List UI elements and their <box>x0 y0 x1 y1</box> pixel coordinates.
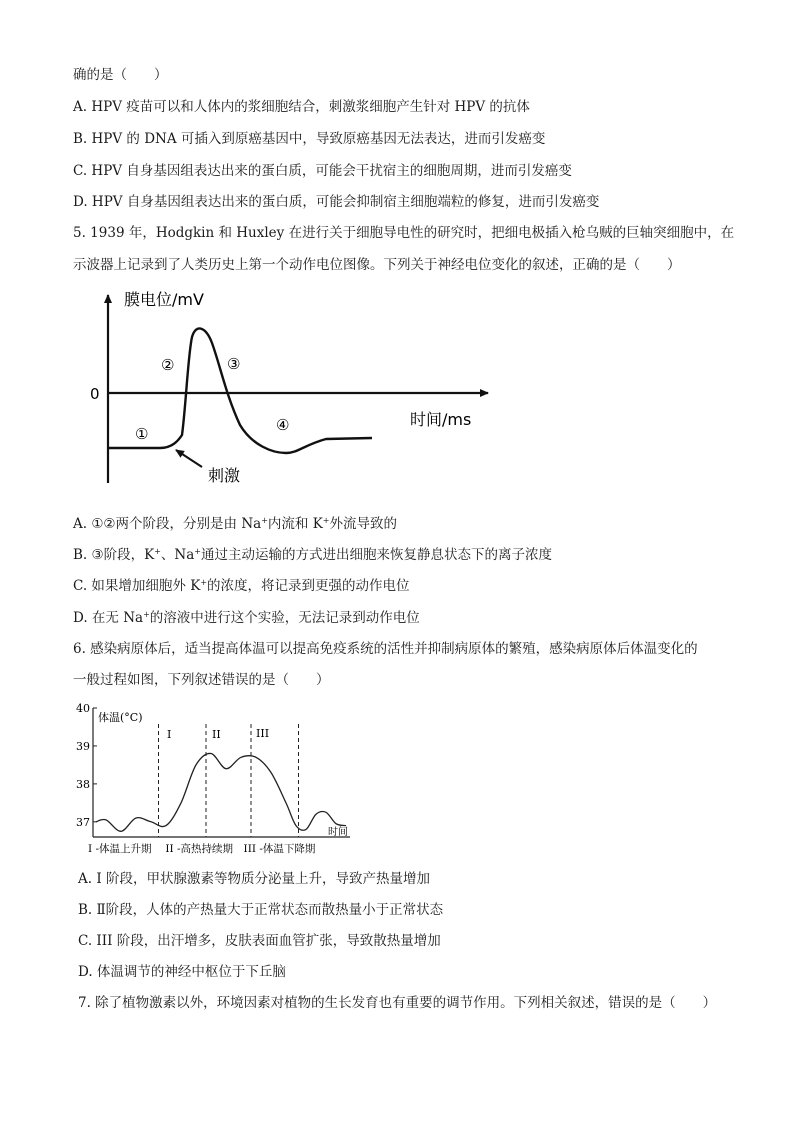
phase-label-1: ① <box>135 425 149 443</box>
phase-label-2: ② <box>161 356 175 374</box>
q4-option-d: D. HPV 自身基因组表达出来的蛋白质，可能会抑制宿主细胞端粒的修复，进而引发癌变 <box>73 194 600 210</box>
q6-stem-line-1: 6. 感染病原体后，适当提高体温可以提高免疫系统的活性并抑制病原体的繁殖，感染病原体后体温变化的 <box>73 641 698 657</box>
q4-option-b: B. HPV 的 DNA 可插入到原癌基因中，导致原癌基因无法表达，进而引发癌变 <box>73 131 546 147</box>
q5-option-d: D. 在无 Na+的溶液中进行这个实验，无法记录到动作电位 <box>73 610 420 626</box>
q7-stem: 7. 除了植物激素以外，环境因素对植物的生长发育也有重要的调节作用。下列相关叙述，错误的是（ ） <box>78 995 717 1011</box>
phase-label-I: I <box>167 728 172 741</box>
x-axis-label: 时间/ms <box>410 410 472 429</box>
action-potential-figure <box>80 285 500 495</box>
chart-y-tick-label: 40 <box>76 702 90 715</box>
zero-label: 0 <box>90 385 100 403</box>
q6-option-b: B. Ⅱ阶段，人体的产热量大于正常状态而散热量小于正常状态 <box>78 902 444 918</box>
chart-y-tick-label: 38 <box>76 777 90 791</box>
q5-option-c: C. 如果增加细胞外 K+的浓度，将记录到更强的动作电位 <box>73 578 410 594</box>
phase-label-II: II <box>212 728 221 741</box>
q6-option-a: A. I 阶段，甲状腺激素等物质分泌量上升，导致产热量增加 <box>78 871 430 887</box>
y-axis-label: 膜电位/mV <box>124 290 204 309</box>
q6-stem-line-2: 一般过程如图，下列叙述错误的是（ ） <box>73 672 330 688</box>
q5-option-a: A. ①②两个阶段，分别是由 Na+内流和 K+外流导致的 <box>73 516 397 532</box>
q6-option-d: D. 体温调节的神经中枢位于下丘脑 <box>78 964 286 980</box>
stimulus-label: 刺激 <box>208 466 241 485</box>
phase-label-III: III <box>256 727 270 740</box>
q5-stem-line-2: 示波器上记录到了人类历史上第一个动作电位图像。下列关于神经电位变化的叙述，正确的是（ ） <box>73 257 681 273</box>
chart-legend: I -体温上升期 II -高热持续期 III -体温下降期 <box>88 843 316 855</box>
q4-option-c: C. HPV 自身基因组表达出来的蛋白质，可能会干扰宿主的细胞周期，进而引发癌变 <box>73 163 572 179</box>
q5-option-b: B. ③阶段，K+、Na+通过主动运输的方式进出细胞来恢复静息状态下的离子浓度 <box>73 547 552 563</box>
q4-option-a: A. HPV 疫苗可以和人体内的浆细胞结合，刺激浆细胞产生针对 HPV 的抗体 <box>73 99 530 115</box>
chart-y-tick-label: 37 <box>76 815 90 829</box>
chart-x-label: 时间 <box>328 827 348 838</box>
q6-option-c: C. III 阶段，出汗增多，皮肤表面血管扩张，导致散热量增加 <box>78 933 441 949</box>
body-temperature-chart <box>68 700 358 860</box>
temperature-curve <box>96 753 346 831</box>
chart-y-tick-label: 39 <box>76 739 90 753</box>
q4-stem-tail: 确的是（ ） <box>73 67 168 83</box>
phase-label-3: ③ <box>227 355 241 373</box>
stimulus-arrow <box>176 450 202 467</box>
chart-y-label: 体温(°C) <box>98 711 143 724</box>
q5-stem-line-1: 5. 1939 年，Hodgkin 和 Huxley 在进行关于细胞导电性的研究时，把细电极插入枪乌贼的巨轴突细胞中，在 <box>73 225 735 241</box>
phase-label-4: ④ <box>276 416 290 434</box>
